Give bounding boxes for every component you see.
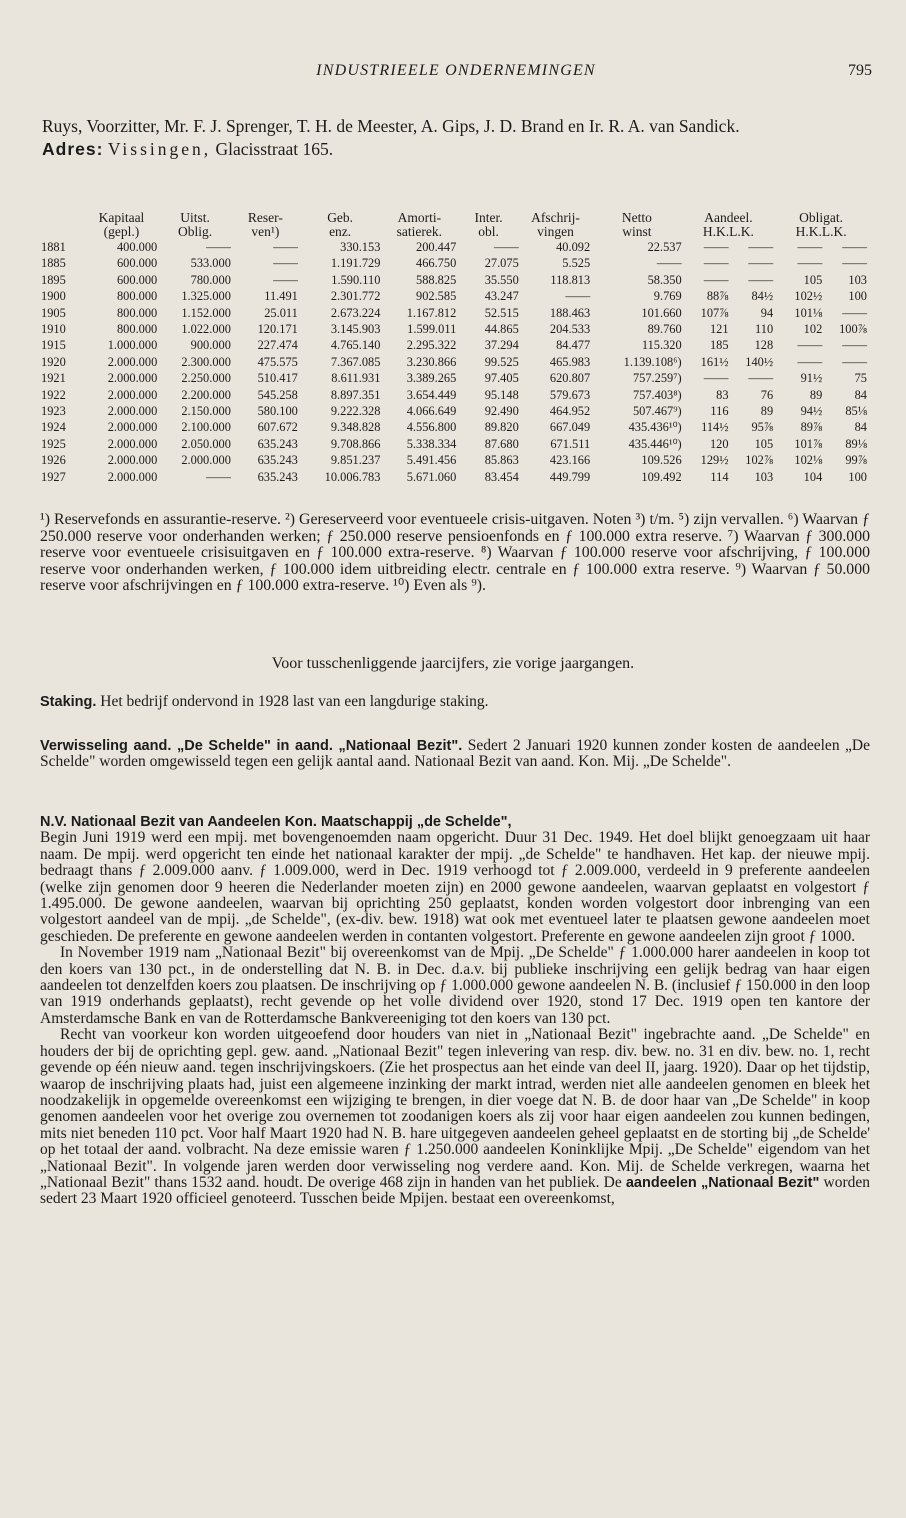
table-cell: —— xyxy=(273,256,298,271)
table-cell: —— xyxy=(273,240,298,254)
table-cell: —— xyxy=(206,469,231,484)
table-cell: 3.654.449 xyxy=(406,387,457,402)
table-cell: 128 xyxy=(754,338,774,353)
table-cell: 607.672 xyxy=(257,420,298,435)
column-header: Kapitaal xyxy=(98,210,145,225)
table-cell: 76 xyxy=(760,387,774,402)
table-cell: —— xyxy=(842,256,867,271)
address-street: Glacisstraat 165. xyxy=(215,139,334,159)
directors-text: Ruys, Voorzitter, Mr. F. J. Sprenger, T. H. de Meester, A. Gips, J. D. Brand en Ir. R. A. van Sandick. xyxy=(42,116,740,136)
footnotes: ¹) Reservefonds en assurantie-reserve. ²) Gereserveerd voor eventueele crisis-uitgaven. Noten ³) t/m. ⁵) zijn vervallen. ⁶) Waarvan ƒ 250.000 reserve voor onderhanden werken; ƒ 250.000 reserve pensioenfonds en ƒ 100.000 extra reserve. ⁷) Waarvan ƒ 300.000 reserve voor eventueele crisisuitgaven en ƒ 100.000 extra-reserve. ⁸) Waarvan ƒ 100.000 reserve voor afschrijving, ƒ 100.000 reserve voor onderhanden werken, ƒ 100.000 idem uitbreiding electr. centrale en ƒ 100.000 extra reserve. ⁹) Waarvan ƒ 50.000 reserve voor afschrijvingen en ƒ 100.000 extra-reserve. ¹⁰) Even als ⁹). xyxy=(40,511,870,595)
table-cell: 8.611.931 xyxy=(331,371,381,386)
paragraph-text: worden sedert 23 Maart 1920 officieel genoteerd. Tusschen beide Mpijen. bestaat een overeenkomst, xyxy=(40,1173,871,1208)
table-cell: —— xyxy=(748,256,774,271)
table-cell: 114 xyxy=(710,469,729,484)
address-label: Adres: xyxy=(42,139,104,159)
table-cell: 2.000.000 xyxy=(107,420,158,435)
table-cell: —— xyxy=(842,354,867,369)
table-cell: 100⅞ xyxy=(839,322,867,337)
table-cell: 1910 xyxy=(41,322,66,337)
column-header: Afschrij- xyxy=(531,210,580,225)
table-cell: 757.403⁸) xyxy=(632,387,682,402)
table-cell: 635.243 xyxy=(257,453,298,468)
column-header xyxy=(40,225,85,239)
table-cell: 533.000 xyxy=(190,256,231,271)
table-cell: 102⅛ xyxy=(794,453,823,468)
table-cell: —— xyxy=(273,272,298,287)
table-cell: 101⅛ xyxy=(794,305,823,320)
table-cell: 600.000 xyxy=(116,256,158,271)
table-cell: 100 xyxy=(848,289,867,304)
table-cell: 8.897.351 xyxy=(330,387,381,402)
verwisseling-text: Sedert 2 Januari 1920 kunnen zonder kosten de aandeelen „De Schelde" worden omgewisseld tegen een gelijk aantal aand. Nationaal Bezit van aand. Kon. Mij. „De Schelde". xyxy=(40,737,870,771)
table-cell: 667.049 xyxy=(549,420,591,435)
table-cell: 89.760 xyxy=(647,322,682,337)
table-cell: 114½ xyxy=(701,420,729,435)
table-cell: 43.247 xyxy=(484,289,519,304)
column-header: Amorti- xyxy=(397,210,442,225)
table-cell: 780.000 xyxy=(190,272,231,287)
table-cell: 89⅞ xyxy=(800,420,823,435)
table-cell: 3.389.265 xyxy=(406,371,457,386)
table-cell: 104 xyxy=(803,469,823,484)
table-cell: 120 xyxy=(709,436,729,451)
table-cell: 83.454 xyxy=(484,469,519,484)
table-row xyxy=(40,419,868,435)
table-cell: 84 xyxy=(854,387,867,402)
table-cell: 2.673.224 xyxy=(330,305,381,320)
table-cell: —— xyxy=(748,240,774,254)
table-cell: 25.011 xyxy=(264,305,298,320)
column-header: H.K.L.K. xyxy=(702,224,754,239)
table-cell: 2.000.000 xyxy=(107,469,158,484)
table-cell: 800.000 xyxy=(116,322,158,337)
address-city: Vissingen, xyxy=(107,139,212,159)
table-cell: 466.750 xyxy=(416,256,457,271)
table-cell: 1920 xyxy=(41,354,66,369)
table-cell: 435.446¹⁰) xyxy=(628,436,682,451)
table-cell: 1895 xyxy=(41,272,66,287)
column-header: winst xyxy=(622,224,652,239)
table-cell: 94½ xyxy=(800,404,823,419)
table-row xyxy=(40,288,868,304)
table-cell: 9.222.328 xyxy=(330,404,381,419)
table-cell: —— xyxy=(493,240,519,254)
table-cell: 1.167.812 xyxy=(406,305,457,320)
table-cell: 423.166 xyxy=(549,453,591,468)
table-cell: 120.171 xyxy=(257,322,298,337)
staking-text: Het bedrijf ondervond in 1928 last van een langdurige staking. xyxy=(100,693,489,710)
table-cell: 161½ xyxy=(700,354,729,369)
table-cell: 2.000.000 xyxy=(107,371,158,386)
table-cell: 1921 xyxy=(41,371,66,386)
table-cell: 1.152.000 xyxy=(181,305,231,320)
table-cell: 2.100.000 xyxy=(181,420,231,435)
table-cell: 99.525 xyxy=(484,354,519,369)
table-cell: 52.515 xyxy=(484,305,519,320)
table-cell: 4.066.649 xyxy=(406,404,457,419)
table-cell: —— xyxy=(842,305,867,320)
table-cell: —— xyxy=(842,338,867,353)
table-cell: 100 xyxy=(848,469,867,484)
table-cell: 75 xyxy=(854,371,867,386)
table-cell: 11.491 xyxy=(264,289,298,304)
table-cell: —— xyxy=(842,240,867,254)
table-cell: 129½ xyxy=(700,453,729,468)
column-header: ven¹) xyxy=(251,224,280,239)
table-cell: 84.477 xyxy=(556,338,591,353)
table-cell: —— xyxy=(703,256,729,271)
table-cell: 1.139.108⁶) xyxy=(623,354,682,369)
table-cell: 2.000.000 xyxy=(107,387,158,402)
table-cell: 102⅞ xyxy=(745,453,774,468)
column-header: Geb. xyxy=(327,210,354,225)
table-cell: 101.660 xyxy=(641,305,682,320)
column-header: H.K.L.K. xyxy=(795,224,847,239)
table-cell: 2.200.000 xyxy=(181,387,231,402)
table-row xyxy=(40,321,868,337)
column-header: Inter. xyxy=(474,210,503,225)
table-cell: 110 xyxy=(755,322,774,337)
table-cell: 1900 xyxy=(41,289,66,304)
table-cell: —— xyxy=(748,272,774,287)
table-cell: 1924 xyxy=(41,420,66,435)
table-cell: 102 xyxy=(803,322,823,337)
column-header: Obligat. xyxy=(799,210,844,225)
table-cell: 600.000 xyxy=(116,272,158,287)
table-cell: 91½ xyxy=(800,371,823,386)
table-cell: 588.825 xyxy=(416,272,457,287)
table-cell: 185 xyxy=(709,338,729,353)
paragraph xyxy=(40,1027,870,1207)
table-cell: 3.230.866 xyxy=(406,354,457,369)
table-cell: —— xyxy=(703,240,729,254)
table-cell: 85.863 xyxy=(484,453,519,468)
table-row xyxy=(40,387,868,403)
table-cell: 5.338.334 xyxy=(406,436,457,451)
table-cell: 118.813 xyxy=(550,272,591,287)
company-intro xyxy=(42,116,872,160)
table-cell: 44.865 xyxy=(484,322,519,337)
table-cell: 58.350 xyxy=(647,272,682,287)
table-cell: 671.511 xyxy=(550,436,591,451)
header-title: INDUSTRIEELE ONDERNEMINGEN xyxy=(316,62,596,79)
table-cell: 620.807 xyxy=(549,371,591,386)
table-cell: 107⅞ xyxy=(700,305,729,320)
table-cell: 88⅞ xyxy=(706,289,729,304)
column-header: satierek. xyxy=(396,224,443,239)
table-cell: —— xyxy=(703,272,729,287)
table-cell: 99⅞ xyxy=(845,453,867,468)
table-cell: 5.491.456 xyxy=(406,453,457,468)
table-cell: 2.000.000 xyxy=(107,354,158,369)
table-cell: 1.000.000 xyxy=(107,338,158,353)
table-cell: 1.599.011 xyxy=(407,322,457,337)
column-header: (gepl.) xyxy=(103,224,140,239)
table-cell: 105 xyxy=(754,436,774,451)
paragraph-bold: aandeelen „Nationaal Bezit" xyxy=(625,1174,820,1191)
table-cell: 1922 xyxy=(41,387,66,402)
table-cell: 89⅛ xyxy=(845,436,867,451)
table-cell: 435.436¹⁰) xyxy=(628,420,682,435)
table-cell: 102½ xyxy=(794,289,823,304)
table-cell: 2.000.000 xyxy=(107,404,158,419)
table-cell: 85⅛ xyxy=(845,404,867,419)
table-cell: 2.250.000 xyxy=(181,371,231,386)
column-header: obl. xyxy=(478,224,499,239)
table-cell: 7.367.085 xyxy=(330,354,381,369)
table-cell: 579.673 xyxy=(549,387,591,402)
table-cell: 1.590.110 xyxy=(331,272,381,287)
table-cell: —— xyxy=(797,240,823,254)
table-cell: 109.492 xyxy=(641,469,682,484)
table-cell: 140½ xyxy=(745,354,774,369)
table-header-row xyxy=(40,225,868,239)
paragraph: Begin Juni 1919 werd een mpij. met bovengenoemden naam opgericht. Duur 31 Dec. 1949. Het doel blijkt genoegzaam uit haar naam. De mpij. werd opgericht ten einde het nationaal karakter der mpij. „de Schelde" te handhaven. Het kap. der nieuwe mpij. bedraagt thans ƒ 2.009.000 aanv. ƒ 1.009.000, werd in Dec. 1919 verhoogd tot ƒ 2.009.000, verdeeld in 9 preferente aandeelen (welke zijn genomen door 9 heeren die Nederlander moeten zijn) en 2000 gewone aandeelen, waarvan geplaatst en volgestort ƒ 1.495.000. De gewone aandeelen, waarvan bij oprichting 250 geplaatst, konden worden volgestort door inbrenging van een volgestort aandeel van de mpij. „de Schelde", (ex-div. bew. 1918) wat ook met eventueel later te plaatsen gewone aandeelen moet geschieden. De preferente en gewone aandeelen werden in contanten volgestort. Preferente en gewone aandeelen zijn groot ƒ 1000. xyxy=(40,829,870,945)
table-cell: —— xyxy=(797,338,823,353)
table-cell: 109.526 xyxy=(641,453,682,468)
table-cell: 1927 xyxy=(41,469,66,484)
table-cell: 121 xyxy=(709,322,729,337)
table-cell: 84 xyxy=(854,420,867,435)
intermediate-figures-note: Voor tusschenliggende jaarcijfers, zie vorige jaargangen. xyxy=(271,655,635,672)
paragraph-text: Recht van voorkeur kon worden uitgeoefend door houders van niet in „Nationaal Bezit" ingebrachte aand. „De Schelde" en houders der bij de oprichting gepl. gew. aand. „Nationaal Bezit" tegen inlevering van resp. div. bew. no. 31 en div. bew. no. 1, recht gevende op één nieuw aand. tegen inschrijvingskoers. (Zie het prospectus aan het einde van deel II, jaarg. 1920). Daar op het tijdstip, waarop de inschrijving plaats had, juist een algemeene inzinking der markt intrad, werden niet alle aandeelen genomen en bleek het noodzakelijk in opgemelde overeenkomst een wijziging te brengen, in dier voege dat N. B. de door haar van „De Schelde" in koop genomen aandeelen voor het overige zou overnemen tot zoodanigen koers als zij voor haar eigen aandeelen zou kunnen bedingen, mits niet beneden 110 pct. Voor half Maart 1920 had N. B. hare uitgegeven aandeelen geheel geplaatst en de storting bij „de Schelde' op het totaal der aand. volbracht. Na deze emissie waren ƒ 1.250.000 aandeelen Koninklijke Mpij. „De Schelde" eigendom van het „Nationaal Bezit". In volgende jaren werden door verwisseling nog verdere aand. Kon. Mij. de Schelde verkregen, waarna het „Nationaal Bezit" thans 1532 aand. houdt. De overige 468 zijn in handen van het publiek. De xyxy=(40,1026,870,1191)
table-row xyxy=(40,255,868,271)
table-cell: 635.243 xyxy=(257,436,298,451)
nationaal-bezit-section xyxy=(40,814,870,1208)
table-cell: 89 xyxy=(809,387,823,402)
table-cell: 227.474 xyxy=(257,338,298,353)
table-cell: 1.022.000 xyxy=(181,322,231,337)
table-cell: 2.300.000 xyxy=(181,354,231,369)
staking-title: Staking. xyxy=(40,694,97,710)
table-cell: 101⅞ xyxy=(794,436,823,451)
table-cell: 200.447 xyxy=(416,240,457,254)
table-cell: 800.000 xyxy=(116,289,158,304)
table-cell: 1.191.729 xyxy=(330,256,381,271)
table-cell: 545.258 xyxy=(257,387,298,402)
table-cell: 2.000.000 xyxy=(181,453,231,468)
table-row xyxy=(40,452,868,468)
column-header: enz. xyxy=(329,224,352,239)
column-header: Netto xyxy=(621,210,652,225)
table-cell: 103 xyxy=(848,272,867,287)
table-cell: 27.075 xyxy=(484,256,519,271)
table-cell: 3.145.903 xyxy=(330,322,381,337)
table-cell: —— xyxy=(206,240,231,254)
table-cell: 1905 xyxy=(41,305,66,320)
table-cell: 116 xyxy=(710,404,729,419)
table-row xyxy=(40,305,868,321)
column-header: vingen xyxy=(537,224,574,239)
table-cell: 94 xyxy=(760,305,774,320)
table-cell: —— xyxy=(565,289,591,304)
table-cell: 510.417 xyxy=(257,371,298,386)
table-cell: 507.467⁹) xyxy=(632,404,682,419)
table-cell: 95⅞ xyxy=(751,420,774,435)
table-cell: 5.525 xyxy=(562,256,591,271)
table-cell: 449.799 xyxy=(549,469,591,484)
table-cell: 9.851.237 xyxy=(330,453,381,468)
verwisseling-title: Verwisseling aand. „De Schelde" in aand. „Nationaal Bezit". xyxy=(40,738,463,754)
column-header: Reser- xyxy=(247,210,283,225)
table-cell: 1925 xyxy=(41,436,66,451)
table-row xyxy=(40,436,868,452)
table-cell: 188.463 xyxy=(549,305,591,320)
table-header-row xyxy=(40,211,868,225)
table-cell: 902.585 xyxy=(416,289,457,304)
table-cell: 465.983 xyxy=(549,354,591,369)
table-row xyxy=(40,239,868,255)
table-cell: 84½ xyxy=(751,289,774,304)
table-cell: —— xyxy=(748,371,774,386)
table-cell: 1.325.000 xyxy=(181,289,231,304)
table-row xyxy=(40,337,868,353)
table-cell: 4.556.800 xyxy=(406,420,457,435)
table-row xyxy=(40,272,868,288)
table-cell: 4.765.140 xyxy=(330,338,381,353)
table-cell: 97.405 xyxy=(484,371,519,386)
page-number: 795 xyxy=(848,62,872,79)
table-cell: —— xyxy=(656,256,682,271)
table-cell: 635.243 xyxy=(257,469,298,484)
table-cell: 330.153 xyxy=(340,240,381,254)
table-row xyxy=(40,403,868,419)
table-cell: 1881 xyxy=(41,240,66,254)
table-cell: 1923 xyxy=(41,404,66,419)
table-cell: 1915 xyxy=(41,338,66,353)
table-cell: 10.006.783 xyxy=(324,469,381,484)
table-cell: 204.533 xyxy=(549,322,591,337)
nationaal-bezit-title: N.V. Nationaal Bezit van Aandeelen Kon. Maatschappij „de Schelde", xyxy=(40,814,512,830)
table-cell: —— xyxy=(797,354,823,369)
table-row xyxy=(40,469,868,485)
table-cell: 2.000.000 xyxy=(107,436,158,451)
staking-section xyxy=(40,694,870,710)
paragraph: In November 1919 nam „Nationaal Bezit" bij overeenkomst van de Mpij. „De Schelde" ƒ 1.000.000 harer aandeelen in koop tot den koers van 130 pct., in de onderstelling dat N. B. in Dec. d.a.v. bij publieke inschrijving een gelijk bedrag van haar eigen aandeelen tot denzelfden koers zou plaatsen. De inschrijving op ƒ 1.000.000 gewone aandeelen N. B. (inclusief ƒ 150.000 in den loop van 1919 onderhands geplaatst), recht gevende op het volle dividend over 1920, stond 17 Dec. 1919 open ten kantore der Amsterdamsche Bank en van de Rotterdamsche Bankvereeniging tot den koers van 130 pct. xyxy=(40,944,870,1027)
table-cell: 2.301.772 xyxy=(330,289,381,304)
table-cell: 475.575 xyxy=(257,354,298,369)
table-cell: 95.148 xyxy=(484,387,519,402)
table-cell: 89 xyxy=(760,404,774,419)
table-cell: 9.769 xyxy=(653,289,682,304)
table-cell: 900.000 xyxy=(190,338,231,353)
address-line xyxy=(42,139,872,160)
table-cell: —— xyxy=(797,256,823,271)
table-cell: 83 xyxy=(716,387,729,402)
table-cell: 580.100 xyxy=(257,404,298,419)
table-cell: 2.000.000 xyxy=(107,453,158,468)
table-row xyxy=(40,370,868,386)
table-cell: 1885 xyxy=(41,256,66,271)
table-cell: 115.320 xyxy=(641,338,682,353)
table-cell: 92.490 xyxy=(484,404,519,419)
table-cell: 5.671.060 xyxy=(406,469,457,484)
table-cell: 103 xyxy=(754,469,774,484)
table-cell: 35.550 xyxy=(484,272,519,287)
verwisseling-section xyxy=(40,738,870,771)
table-row xyxy=(40,354,868,370)
table-cell: 9.348.828 xyxy=(330,420,381,435)
table-cell: 9.708.866 xyxy=(330,436,381,451)
running-header xyxy=(40,62,872,80)
table-cell: 22.537 xyxy=(647,240,682,254)
table-cell: 87.680 xyxy=(484,436,519,451)
table-cell: 400.000 xyxy=(116,240,158,254)
table-cell: 464.952 xyxy=(549,404,591,419)
table-cell: 800.000 xyxy=(116,305,158,320)
table-cell: 40.092 xyxy=(556,240,591,254)
table-cell: 757.259⁷) xyxy=(632,371,682,386)
table-cell: 89.820 xyxy=(484,420,519,435)
table-cell: 2.150.000 xyxy=(181,404,231,419)
table-cell: 2.295.322 xyxy=(406,338,457,353)
column-header: Aandeel. xyxy=(704,210,753,225)
column-header: Oblig. xyxy=(178,224,213,239)
table-cell: 37.294 xyxy=(484,338,519,353)
column-header: Uitst. xyxy=(180,210,210,225)
column-header xyxy=(40,211,85,225)
table-cell: 1926 xyxy=(41,453,66,468)
table-cell: —— xyxy=(703,371,729,386)
table-cell: 2.050.000 xyxy=(181,436,231,451)
financial-table xyxy=(40,211,868,485)
table-cell: 105 xyxy=(803,272,823,287)
